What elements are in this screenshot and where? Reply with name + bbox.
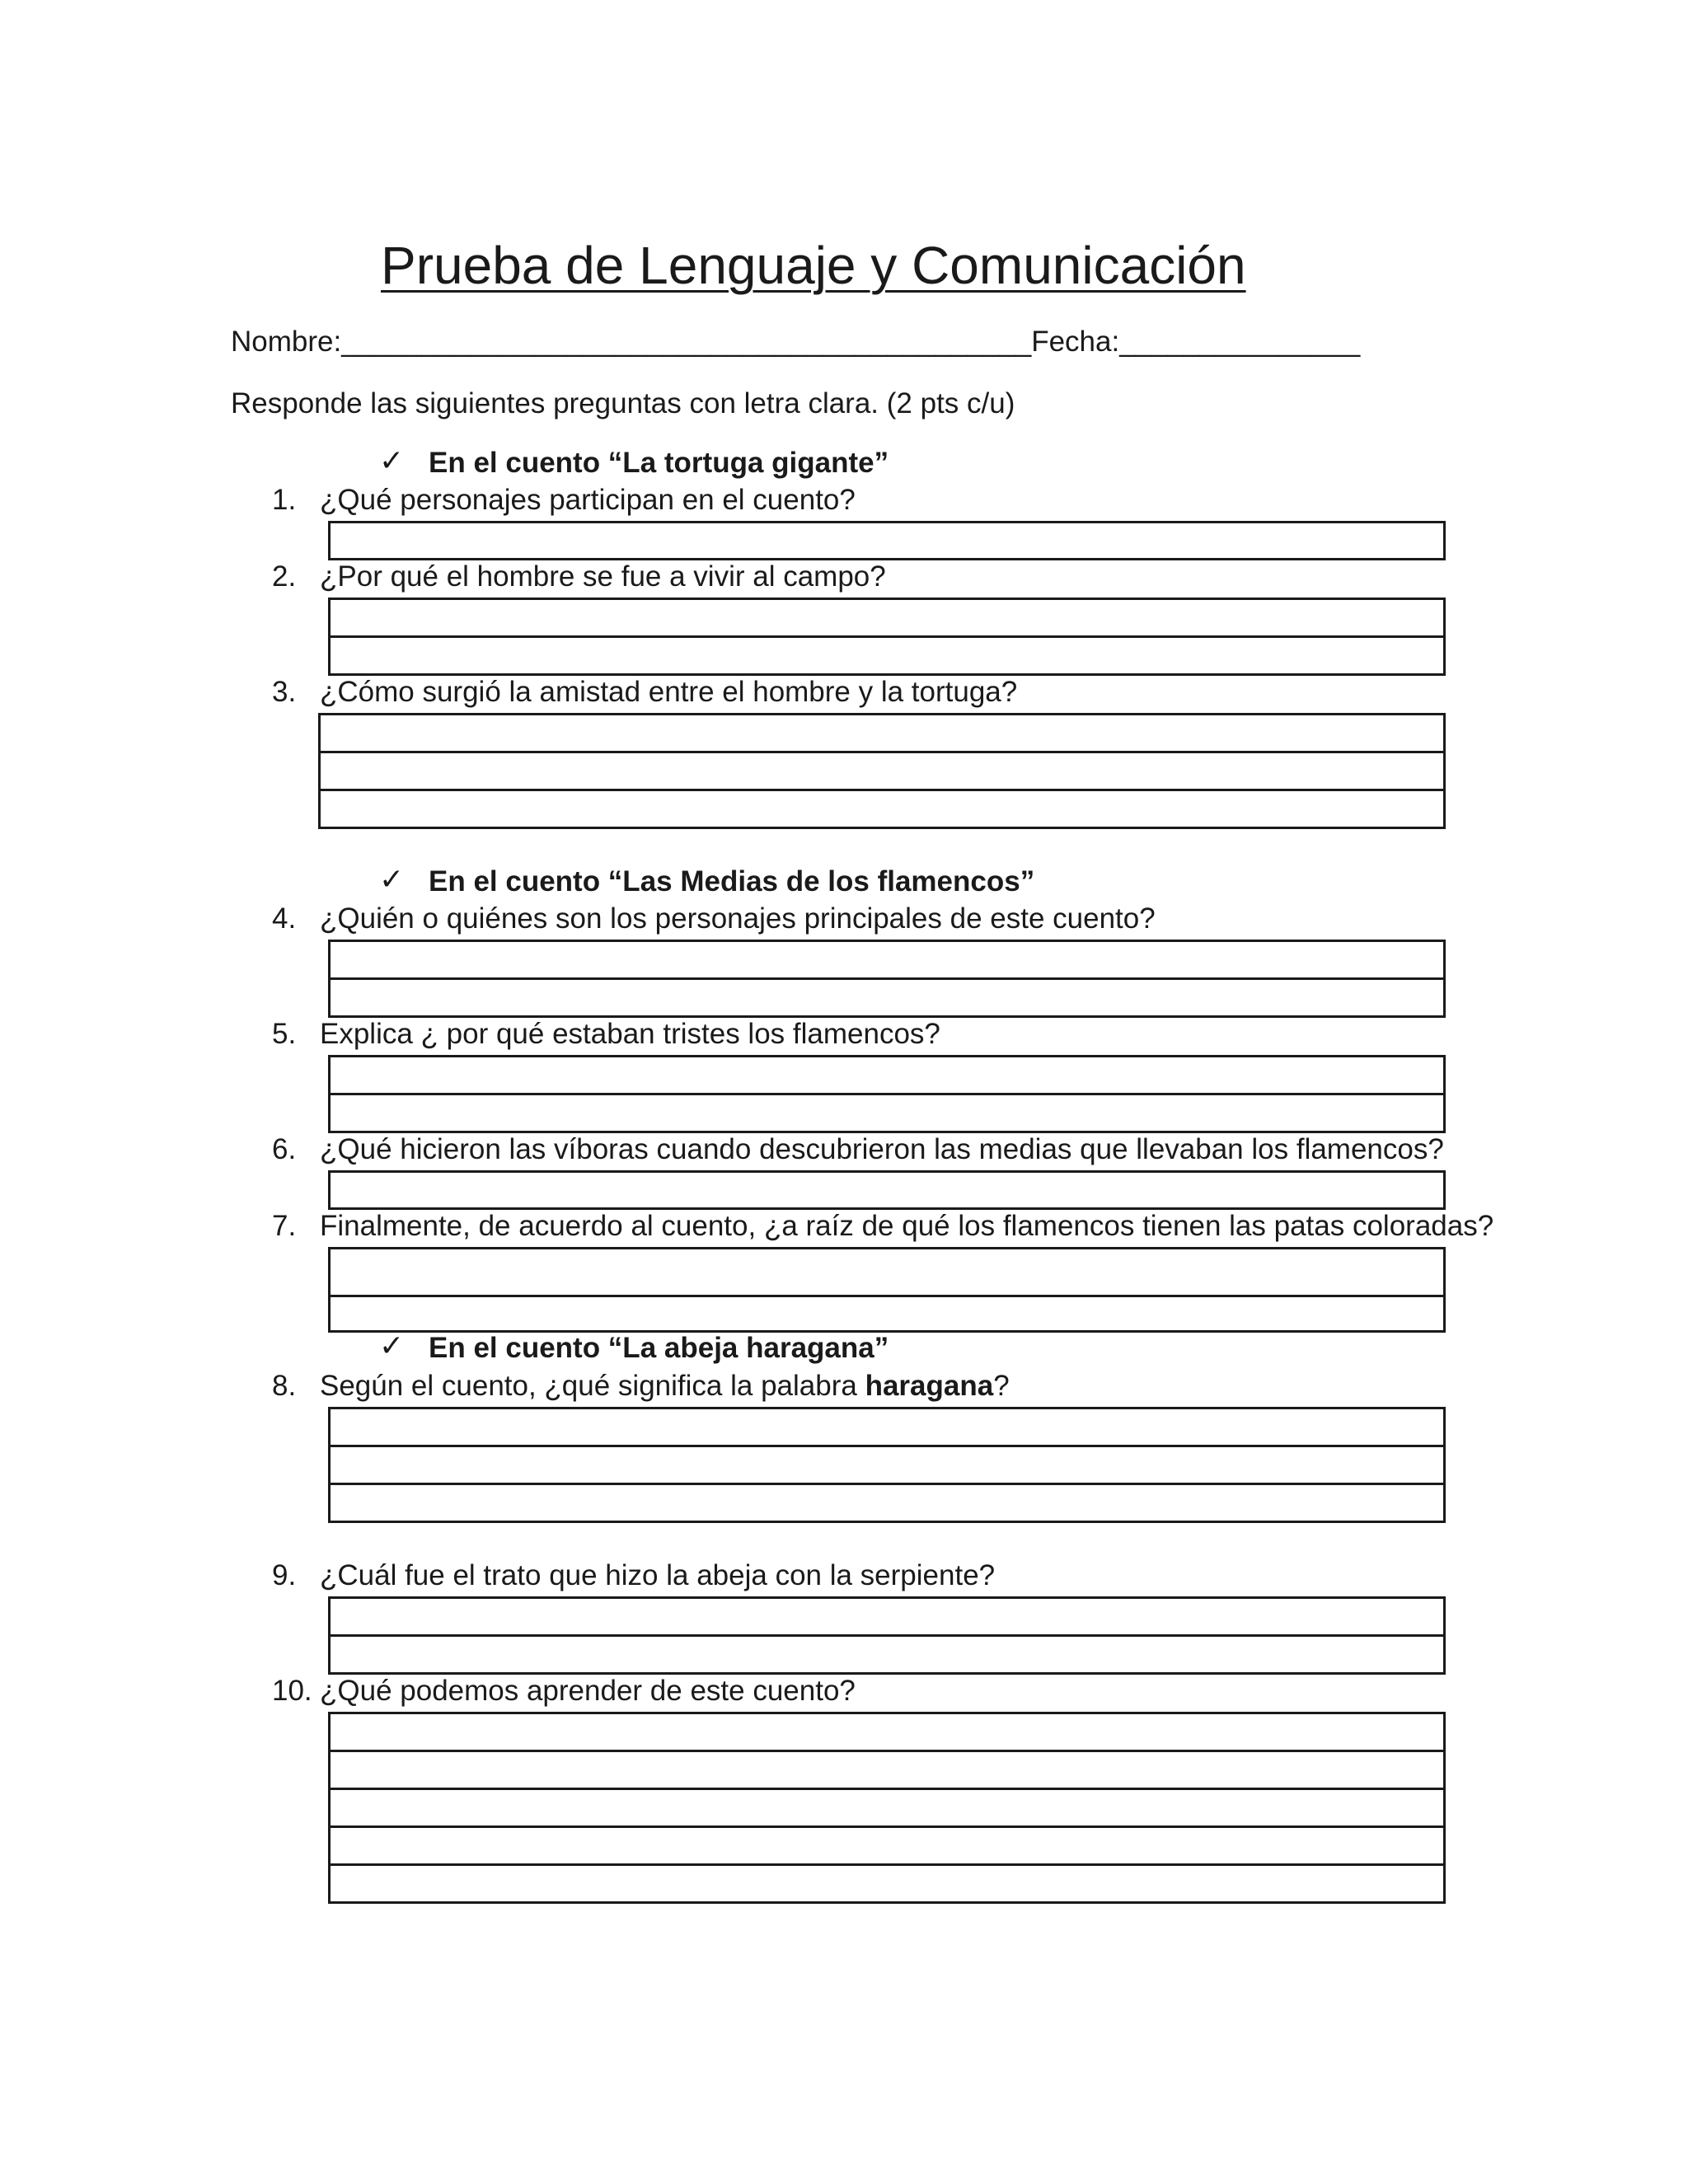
question-number: 5.: [272, 1018, 297, 1050]
question-text: ¿Por qué el hombre se fue a vivir al campo?: [320, 560, 886, 593]
question-number: 4.: [272, 902, 297, 935]
answer-line[interactable]: [331, 1866, 1443, 1901]
question-text-part: ?: [993, 1370, 1010, 1402]
answer-line[interactable]: [331, 523, 1443, 558]
check-icon: ✓: [379, 1329, 405, 1362]
question-text: ¿Cómo surgió la amistad entre el hombre y la tortuga?: [320, 676, 1018, 708]
answer-line[interactable]: [331, 1297, 1443, 1330]
answer-line[interactable]: [321, 715, 1443, 753]
answer-box-1[interactable]: [328, 521, 1446, 560]
question-text: ¿Quién o quiénes son los personajes principales de este cuento?: [320, 902, 1156, 935]
check-icon: ✓: [379, 443, 405, 477]
name-date-line[interactable]: Nombre:___________________________________________Fecha:_______________: [231, 326, 1361, 358]
question-text: Explica ¿ por qué estaban tristes los flamencos?: [320, 1018, 940, 1050]
answer-box-7[interactable]: [328, 1247, 1446, 1333]
answer-line[interactable]: [321, 753, 1443, 791]
question-text: ¿Qué podemos aprender de este cuento?: [320, 1675, 856, 1707]
question-text: ¿Qué hicieron las víboras cuando descubrieron las medias que llevaban los flamencos?: [320, 1133, 1444, 1165]
answer-line[interactable]: [331, 1599, 1443, 1637]
answer-line[interactable]: [331, 1637, 1443, 1672]
answer-line[interactable]: [331, 1173, 1443, 1207]
question-number: 8.: [272, 1370, 297, 1402]
answer-line[interactable]: [321, 791, 1443, 827]
check-icon: ✓: [379, 862, 405, 896]
answer-box-3[interactable]: [318, 713, 1446, 829]
answer-box-10[interactable]: [328, 1712, 1446, 1904]
question-number: 2.: [272, 560, 297, 593]
question-text: [320, 1370, 1010, 1403]
answer-box-5[interactable]: [328, 1055, 1446, 1133]
answer-box-9[interactable]: [328, 1596, 1446, 1675]
answer-line[interactable]: [331, 600, 1443, 638]
answer-line[interactable]: [331, 1752, 1443, 1790]
question-text-part: Según el cuento, ¿qué significa la palabra: [320, 1370, 865, 1402]
section-heading-flamencos: En el cuento “Las Medias de los flamencos”: [429, 865, 1035, 898]
answer-line[interactable]: [331, 638, 1443, 673]
question-number: 7.: [272, 1210, 297, 1242]
question-text: ¿Qué personajes participan en el cuento?: [320, 484, 856, 516]
answer-box-6[interactable]: [328, 1170, 1446, 1210]
answer-line[interactable]: [331, 1828, 1443, 1866]
answer-line[interactable]: [331, 1249, 1443, 1297]
answer-line[interactable]: [331, 1409, 1443, 1447]
question-text: ¿Cuál fue el trato que hizo la abeja con la serpiente?: [320, 1559, 996, 1591]
answer-line[interactable]: [331, 1057, 1443, 1095]
question-keyword: haragana: [865, 1370, 994, 1402]
answer-line[interactable]: [331, 1447, 1443, 1485]
answer-line[interactable]: [331, 1790, 1443, 1828]
page-title: Prueba de Lenguaje y Comunicación: [381, 236, 1246, 295]
answer-line[interactable]: [331, 1095, 1443, 1131]
question-number: 1.: [272, 484, 297, 516]
answer-line[interactable]: [331, 942, 1443, 980]
question-number: 10.: [272, 1675, 312, 1707]
answer-line[interactable]: [331, 980, 1443, 1015]
answer-box-8[interactable]: [328, 1407, 1446, 1523]
question-number: 3.: [272, 676, 297, 708]
question-text: Finalmente, de acuerdo al cuento, ¿a raíz de qué los flamencos tienen las patas coloradas?: [320, 1210, 1494, 1242]
question-number: 6.: [272, 1133, 297, 1165]
answer-line[interactable]: [331, 1485, 1443, 1521]
section-heading-abeja: En el cuento “La abeja haragana”: [429, 1332, 889, 1364]
question-number: 9.: [272, 1559, 297, 1591]
answer-box-4[interactable]: [328, 940, 1446, 1018]
answer-line[interactable]: [331, 1714, 1443, 1752]
answer-box-2[interactable]: [328, 598, 1446, 676]
instructions: Responde las siguientes preguntas con letra clara. (2 pts c/u): [231, 387, 1015, 419]
section-heading-tortuga: En el cuento “La tortuga gigante”: [429, 447, 889, 479]
